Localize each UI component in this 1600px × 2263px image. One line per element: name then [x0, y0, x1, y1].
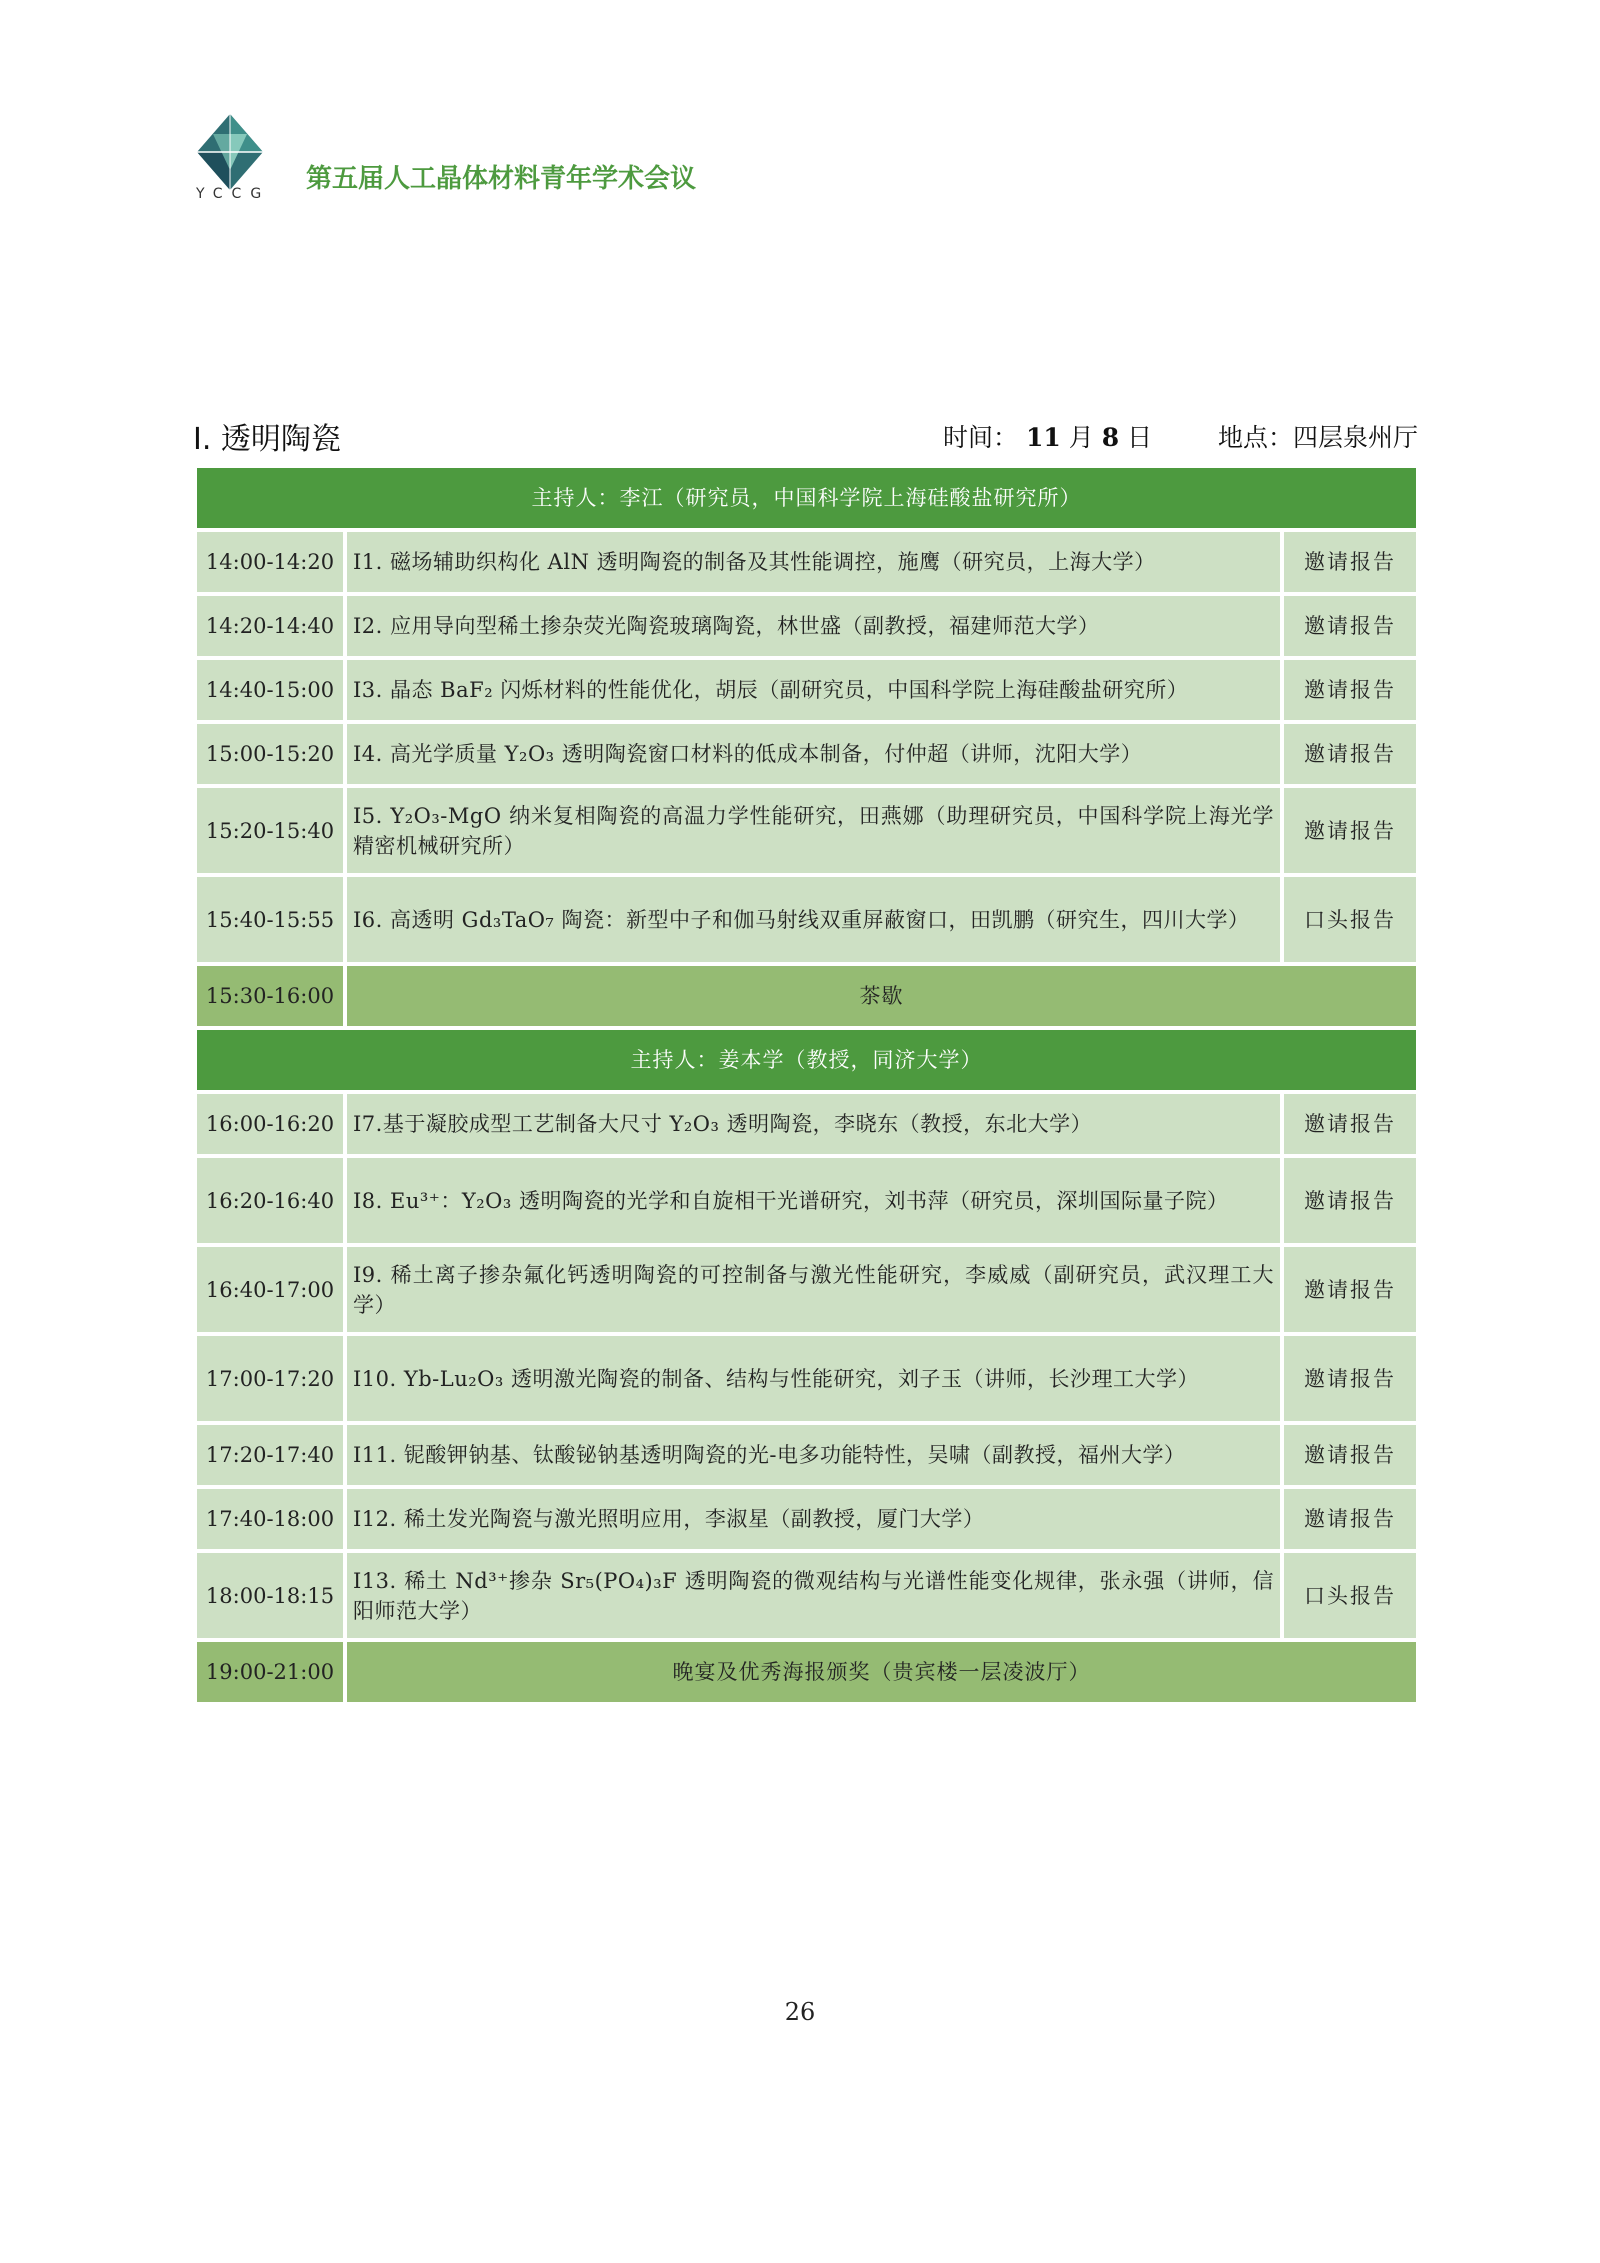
break-row — [197, 966, 1416, 1026]
talk-type: 邀请报告 — [1284, 1489, 1416, 1549]
talk-title: I8. Eu³⁺：Y₂O₃ 透明陶瓷的光学和自旋相干光谱研究，刘书萍（研究员，深圳国际量子院） — [347, 1158, 1280, 1243]
talk-type: 邀请报告 — [1284, 1158, 1416, 1243]
table-row — [197, 1336, 1416, 1421]
talk-time: 15:00-15:20 — [197, 724, 343, 784]
talk-time: 14:40-15:00 — [197, 660, 343, 720]
table-row — [197, 724, 1416, 784]
talk-time: 17:20-17:40 — [197, 1425, 343, 1485]
session-host-row — [197, 1030, 1416, 1090]
table-row — [197, 532, 1416, 592]
talk-type: 邀请报告 — [1284, 1425, 1416, 1485]
page-number: 26 — [784, 1998, 816, 2026]
talk-title: I11. 铌酸钾钠基、钛酸铋钠基透明陶瓷的光-电多功能特性，吴啸（副教授，福州大学） — [347, 1425, 1280, 1485]
time-label: 时间： — [943, 423, 1019, 452]
talk-time: 18:00-18:15 — [197, 1553, 343, 1638]
talk-time: 14:00-14:20 — [197, 532, 343, 592]
talk-time: 16:40-17:00 — [197, 1247, 343, 1332]
talk-title: I13. 稀土 Nd³⁺掺杂 Sr₅(PO₄)₃F 透明陶瓷的微观结构与光谱性能变化规律，张永强（讲师，信阳师范大学） — [347, 1553, 1280, 1638]
logo-text: YCCG — [196, 186, 271, 202]
talk-title: I10. Yb-Lu₂O₃ 透明激光陶瓷的制备、结构与性能研究，刘子玉（讲师，长沙理工大学） — [347, 1336, 1280, 1421]
location: 地点：四层泉州厅 — [1217, 423, 1418, 452]
session-host-row — [197, 468, 1416, 528]
table-row — [197, 1094, 1416, 1154]
table-row — [197, 660, 1416, 720]
table-row — [197, 1425, 1416, 1485]
talk-type: 邀请报告 — [1284, 1247, 1416, 1332]
break-time: 15:30-16:00 — [197, 966, 343, 1026]
table-row — [197, 788, 1416, 873]
talk-title: I1. 磁场辅助织构化 AlN 透明陶瓷的制备及其性能调控，施鹰（研究员，上海大学） — [347, 532, 1280, 592]
break-label: 晚宴及优秀海报颁奖（贵宾楼一层凌波厅） — [347, 1642, 1416, 1702]
talk-type: 邀请报告 — [1284, 660, 1416, 720]
date-month: 11 — [1025, 423, 1061, 452]
talk-time: 15:20-15:40 — [197, 788, 343, 873]
session-host: 主持人：李江（研究员，中国科学院上海硅酸盐研究所） — [197, 468, 1416, 528]
talk-type: 口头报告 — [1284, 1553, 1416, 1638]
talk-title: I9. 稀土离子掺杂氟化钙透明陶瓷的可控制备与激光性能研究，李威威（副研究员，武汉理工大学） — [347, 1247, 1280, 1332]
table-row — [197, 1489, 1416, 1549]
day-char: 日 — [1127, 423, 1153, 452]
talk-time: 15:40-15:55 — [197, 877, 343, 962]
talk-title: I4. 高光学质量 Y₂O₃ 透明陶瓷窗口材料的低成本制备，付仲超（讲师，沈阳大学） — [347, 724, 1280, 784]
talk-time: 16:00-16:20 — [197, 1094, 343, 1154]
talk-time: 16:20-16:40 — [197, 1158, 343, 1243]
talk-title: I5. Y₂O₃-MgO 纳米复相陶瓷的高温力学性能研究，田燕娜（助理研究员，中国科学院上海光学精密机械研究所） — [347, 788, 1280, 873]
date-day: 8 — [1101, 423, 1120, 452]
break-time: 19:00-21:00 — [197, 1642, 343, 1702]
talk-time: 14:20-14:40 — [197, 596, 343, 656]
talk-type: 邀请报告 — [1284, 788, 1416, 873]
table-row — [197, 596, 1416, 656]
talk-title: I6. 高透明 Gd₃TaO₇ 陶瓷：新型中子和伽马射线双重屏蔽窗口，田凯鹏（研究生，四川大学） — [347, 877, 1280, 962]
talk-type: 邀请报告 — [1284, 532, 1416, 592]
table-row — [197, 1247, 1416, 1332]
table-row — [197, 1553, 1416, 1638]
section-time-location — [943, 418, 1418, 454]
talk-time: 17:00-17:20 — [197, 1336, 343, 1421]
talk-type: 邀请报告 — [1284, 724, 1416, 784]
talk-title: I3. 晶态 BaF₂ 闪烁材料的性能优化，胡辰（副研究员，中国科学院上海硅酸盐研究所） — [347, 660, 1280, 720]
talk-title: I7.基于凝胶成型工艺制备大尺寸 Y₂O₃ 透明陶瓷，李晓东（教授，东北大学） — [347, 1094, 1280, 1154]
talk-title: I12. 稀土发光陶瓷与激光照明应用，李淑星（副教授，厦门大学） — [347, 1489, 1280, 1549]
session-host: 主持人：姜本学（教授，同济大学） — [197, 1030, 1416, 1090]
table-row — [197, 877, 1416, 962]
talk-type: 邀请报告 — [1284, 1336, 1416, 1421]
conference-title: 第五届人工晶体材料青年学术会议 — [306, 164, 697, 194]
section-title: I. 透明陶瓷 — [193, 422, 341, 457]
section-header — [193, 410, 1418, 457]
table-row — [197, 1158, 1416, 1243]
break-label: 茶歇 — [347, 966, 1416, 1026]
talk-type: 邀请报告 — [1284, 1094, 1416, 1154]
schedule-table — [193, 464, 1420, 1706]
month-char: 月 — [1068, 423, 1094, 452]
talk-type: 邀请报告 — [1284, 596, 1416, 656]
crystal-logo-icon — [195, 112, 265, 192]
break-row — [197, 1642, 1416, 1702]
talk-time: 17:40-18:00 — [197, 1489, 343, 1549]
talk-title: I2. 应用导向型稀土掺杂荧光陶瓷玻璃陶瓷，林世盛（副教授，福建师范大学） — [347, 596, 1280, 656]
talk-type: 口头报告 — [1284, 877, 1416, 962]
